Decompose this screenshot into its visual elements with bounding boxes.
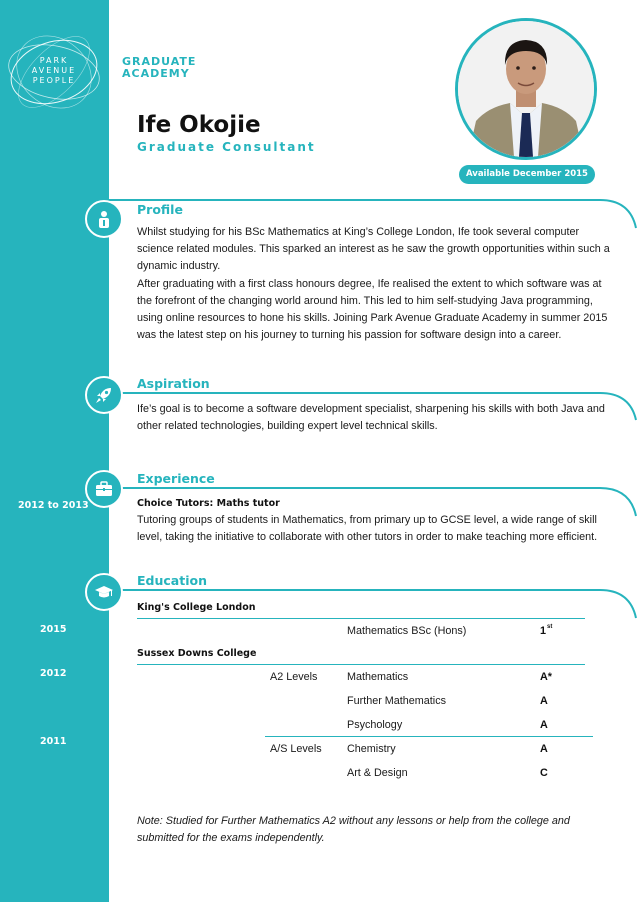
education-subject: Mathematics BSc (Hons) bbox=[347, 625, 467, 637]
education-subject: Mathematics bbox=[347, 671, 409, 683]
academy-line: ACADEMY bbox=[122, 67, 190, 80]
education-year: 2011 bbox=[40, 736, 67, 747]
grade-suffix: st bbox=[547, 624, 553, 630]
job-title: Choice Tutors: Maths tutor bbox=[137, 498, 280, 509]
qualification-level: A/S Levels bbox=[270, 743, 322, 755]
school-name: Sussex Downs College bbox=[137, 648, 257, 659]
experience-section-icon bbox=[85, 470, 123, 508]
education-grade bbox=[540, 625, 552, 637]
aspiration-section-icon bbox=[85, 376, 123, 414]
table-rule bbox=[265, 736, 593, 737]
graduation-cap-icon bbox=[94, 582, 114, 602]
education-grade: C bbox=[540, 767, 548, 779]
experience-date: 2012 to 2013 bbox=[18, 500, 89, 511]
grade-value: 1 bbox=[540, 625, 547, 637]
table-rule bbox=[137, 664, 585, 665]
profile-paragraph: After graduating with a first class honours degree, Ife realised the extent to which software was at the forefront of the changing world around him. This led to him self-studying Java programming, using online resources to hone his skills. Joining Park Avenue Graduate Academy in summer 2015 was the latest step on his journey to turning his passion for software design into a career. bbox=[137, 278, 608, 341]
person-info-icon bbox=[94, 209, 114, 229]
candidate-name: Ife Okojie bbox=[137, 112, 261, 138]
academy-line: GRADUATE bbox=[122, 55, 197, 68]
profile-heading: Profile bbox=[137, 202, 183, 217]
logo-line: PEOPLE bbox=[32, 76, 76, 85]
education-grade: A bbox=[540, 743, 548, 755]
profile-paragraph: Whilst studying for his BSc Mathematics at King’s College London, Ife took several computer science related modules. This sparked an interest as he saw the growth opportunities within such a dynamic industry. bbox=[137, 226, 610, 272]
education-heading: Education bbox=[137, 573, 207, 588]
rocket-icon bbox=[94, 385, 114, 405]
availability-badge: Available December 2015 bbox=[459, 165, 595, 184]
logo-line: PARK bbox=[39, 56, 69, 65]
education-grade: A bbox=[540, 719, 548, 731]
education-subject: Further Mathematics bbox=[347, 695, 447, 707]
experience-text: Tutoring groups of students in Mathematics, from primary up to GCSE level, a wide range of skill level, taking the initiative to collaborate with other tutors in order to make teaching more efficient. bbox=[137, 514, 598, 543]
aspiration-text: Ife’s goal is to become a software development specialist, sharpening his skills with both Java and other related technologies, building expert level technical skills. bbox=[137, 403, 605, 432]
education-subject: Psychology bbox=[347, 719, 403, 731]
education-subject: Chemistry bbox=[347, 743, 396, 755]
briefcase-icon bbox=[94, 479, 114, 499]
education-grade: A bbox=[540, 695, 548, 707]
education-grade: A* bbox=[540, 671, 552, 683]
experience-heading: Experience bbox=[137, 471, 215, 486]
logo-line: AVENUE bbox=[31, 66, 77, 75]
aspiration-heading: Aspiration bbox=[137, 376, 210, 391]
candidate-role: Graduate Consultant bbox=[137, 140, 316, 154]
school-name: King's College London bbox=[137, 602, 256, 613]
education-year: 2012 bbox=[40, 668, 67, 679]
profile-section-icon bbox=[85, 200, 123, 238]
table-rule bbox=[137, 618, 585, 619]
education-note: Note: Studied for Further Mathematics A2 without any lessons or help from the college and submitted for the exams independently. bbox=[137, 815, 570, 844]
education-section-icon bbox=[85, 573, 123, 611]
education-year: 2015 bbox=[40, 624, 67, 635]
education-subject: Art & Design bbox=[347, 767, 408, 779]
qualification-level: A2 Levels bbox=[270, 671, 318, 683]
